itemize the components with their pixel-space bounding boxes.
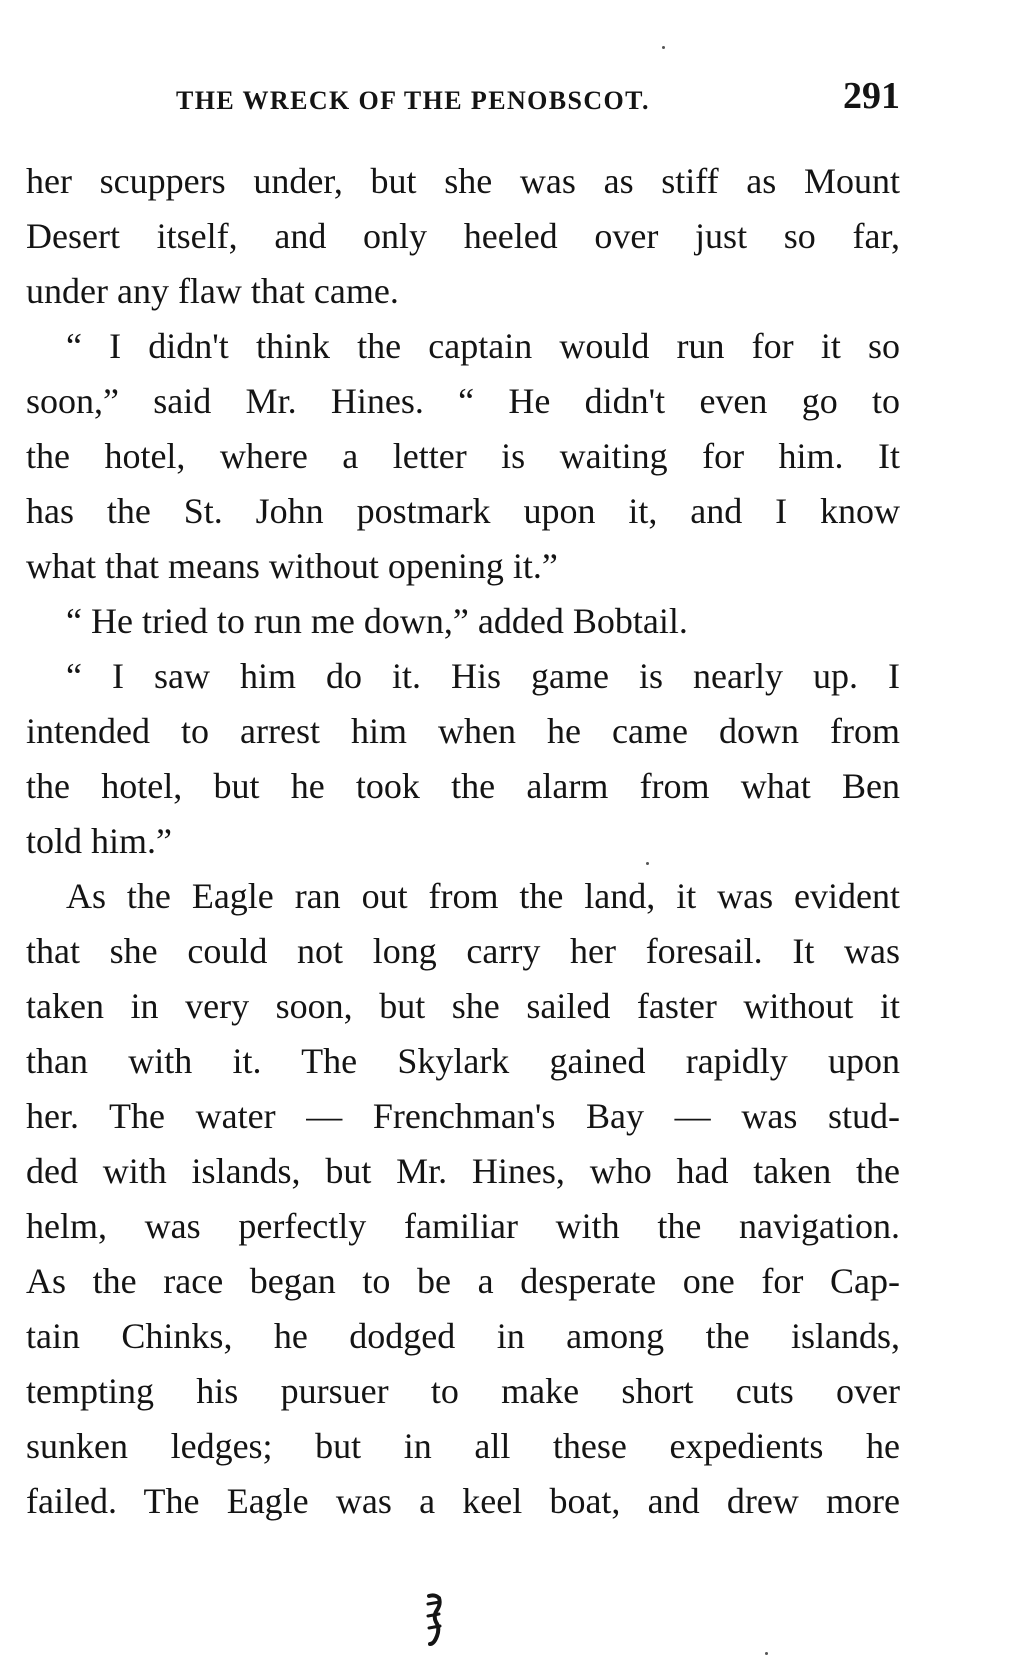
text-line: Desert itself, and only heeled over just so far, xyxy=(26,216,900,256)
text-line: failed. The Eagle was a keel boat, and drew more xyxy=(26,1481,900,1521)
text-line: “ He tried to run me down,” added Bobtail. xyxy=(66,601,688,641)
text-line: than with it. The Skylark gained rapidly upon xyxy=(26,1041,900,1081)
text-line: As the race began to be a desperate one for Cap- xyxy=(26,1261,900,1301)
text-line: her scuppers under, but she was as stiff as Mount xyxy=(26,161,900,201)
body-text xyxy=(26,154,900,1529)
text-line: the hotel, but he took the alarm from what Ben xyxy=(26,766,900,806)
text-line: helm, was perfectly familiar with the navigation. xyxy=(26,1206,900,1246)
text-line: told him.” xyxy=(26,821,172,861)
text-line: tain Chinks, he dodged in among the islands, xyxy=(26,1316,900,1356)
text-line: As the Eagle ran out from the land, it was evident xyxy=(66,876,900,916)
text-line: soon,” said Mr. Hines. “ He didn't even go to xyxy=(26,381,900,421)
text-line: tempting his pursuer to make short cuts over xyxy=(26,1371,900,1411)
text-line: that she could not long carry her foresail. It was xyxy=(26,931,900,971)
paper-speck xyxy=(662,46,665,49)
text-line: “ I didn't think the captain would run for it so xyxy=(66,326,900,366)
text-line: under any flaw that came. xyxy=(26,271,399,311)
paper-speck xyxy=(646,862,649,865)
page-number: 291 xyxy=(843,75,900,117)
text-line: sunken ledges; but in all these expedients he xyxy=(26,1426,900,1466)
printer-mark-icon xyxy=(421,1592,447,1648)
text-line: ded with islands, but Mr. Hines, who had taken the xyxy=(26,1151,900,1191)
running-head xyxy=(26,72,900,122)
text-line: the hotel, where a letter is waiting for him. It xyxy=(26,436,900,476)
text-line: has the St. John postmark upon it, and I know xyxy=(26,491,900,531)
paper-speck xyxy=(765,1652,768,1655)
text-line: intended to arrest him when he came down from xyxy=(26,711,900,751)
running-title: THE WRECK OF THE PENOBSCOT. xyxy=(176,86,650,115)
text-line: what that means without opening it.” xyxy=(26,546,558,586)
text-line: “ I saw him do it. His game is nearly up. I xyxy=(66,656,900,696)
text-line: her. The water — Frenchman's Bay — was stud- xyxy=(26,1096,900,1136)
text-line: taken in very soon, but she sailed faster without it xyxy=(26,986,900,1026)
